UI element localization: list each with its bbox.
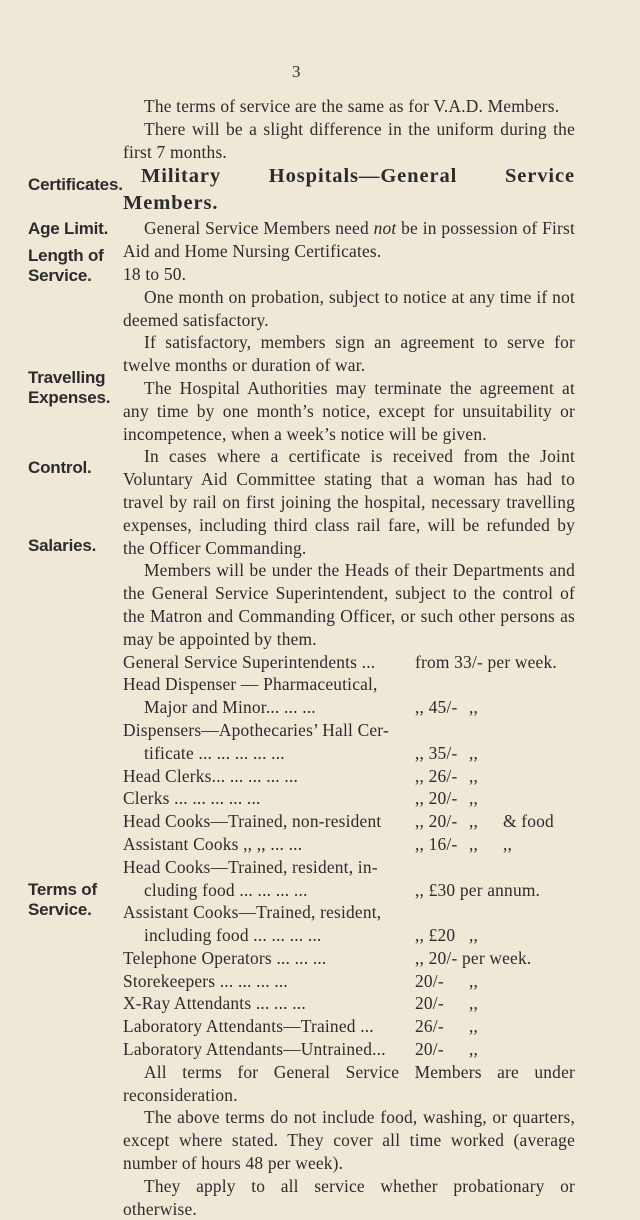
salary-amount: ,, 26/- bbox=[415, 765, 458, 786]
salary-amount: ,, 45/- bbox=[415, 697, 458, 718]
margin-head-length-of-service: Length of Service. bbox=[28, 246, 104, 285]
salary-amount: 20/- bbox=[415, 993, 444, 1014]
margin-head-control: Control. bbox=[28, 458, 92, 477]
salary-row bbox=[123, 856, 575, 879]
salary-row bbox=[123, 947, 575, 970]
salary-label: Clerks ... ... ... ... ... bbox=[123, 788, 261, 809]
salary-amount: 26/- bbox=[415, 1016, 444, 1037]
salary-unit: ,, bbox=[469, 833, 479, 854]
salary-unit: ,, bbox=[469, 970, 479, 991]
salary-amount: ,, 20/- per week. bbox=[415, 947, 532, 968]
salary-unit: ,, bbox=[469, 742, 479, 763]
salary-label: including food ... ... ... ... bbox=[144, 925, 322, 946]
salary-unit: ,, bbox=[469, 811, 479, 832]
salary-row bbox=[123, 651, 575, 674]
salary-unit: ,, bbox=[469, 993, 479, 1014]
intro-line-1: The terms of service are the same as for V.A.D. Members. bbox=[144, 96, 560, 116]
salary-amount: ,, £20 bbox=[415, 925, 456, 946]
age-limit-paragraph: 18 to 50. bbox=[123, 263, 187, 284]
salary-label: Laboratory Attendants—Trained ... bbox=[123, 1016, 374, 1037]
margin-head-travelling-expenses: Travelling Expenses. bbox=[28, 368, 111, 407]
salary-row bbox=[123, 719, 575, 742]
salary-unit: ,, bbox=[469, 765, 479, 786]
salary-label: Assistant Cooks—Trained, resident, bbox=[123, 902, 382, 923]
salary-label: Head Cooks—Trained, resident, in- bbox=[123, 856, 378, 877]
salary-amount: ,, 20/- bbox=[415, 811, 458, 832]
salary-amount: ,, 20/- bbox=[415, 788, 458, 809]
salaries-footnote: All terms for General Service Members are under reconsideration. bbox=[123, 1061, 575, 1105]
intro-line-2: There will be a slight difference in the uniform during the first 7 months. bbox=[123, 118, 575, 162]
main-text-column bbox=[123, 95, 575, 1220]
salary-row bbox=[123, 901, 575, 924]
salary-table bbox=[123, 651, 575, 1061]
salary-amount: ,, 35/- bbox=[415, 742, 458, 763]
salary-row bbox=[123, 765, 575, 788]
margin-head-salaries: Salaries. bbox=[28, 536, 97, 555]
salary-label: Major and Minor... ... ... bbox=[144, 697, 316, 718]
salary-label: Telephone Operators ... ... ... bbox=[123, 947, 327, 968]
salary-row bbox=[123, 673, 575, 696]
salary-amount: 20/- bbox=[415, 1039, 444, 1060]
salary-amount: from 33/- per week. bbox=[415, 651, 557, 672]
salary-unit: ,, bbox=[469, 697, 479, 718]
salary-row bbox=[123, 924, 575, 947]
terms-of-service-paragraph-1: The above terms do not include food, washing, or quarters, except where stated. They cover all time worked (average number of hours 48 per week). bbox=[123, 1107, 575, 1174]
salary-row bbox=[123, 1038, 575, 1061]
salary-row bbox=[123, 879, 575, 902]
salary-amount: ,, £30 per annum. bbox=[415, 879, 541, 900]
salary-unit: ,, bbox=[469, 1016, 479, 1037]
salary-amount: ,, 16/- bbox=[415, 833, 458, 854]
salary-row bbox=[123, 810, 575, 833]
control-paragraph: Members will be under the Heads of their Departments and the General Service Superintendent, subject to the control of the Matron and Commanding Officer, or such other persons as may be appointed by them. bbox=[123, 560, 575, 649]
salary-row bbox=[123, 742, 575, 765]
salary-row bbox=[123, 787, 575, 810]
salary-amount: 20/- bbox=[415, 970, 444, 991]
salary-row bbox=[123, 696, 575, 719]
salary-unit: ,, bbox=[469, 788, 479, 809]
salary-label: General Service Superintendents ... bbox=[123, 651, 376, 672]
travelling-expenses-paragraph: In cases where a certificate is received from the Joint Voluntary Aid Committee stating that a woman has had to travel by rail on first joining the hospital, necessary travelling expenses, including third class rail fare, will be refunded by the Officer Commanding. bbox=[123, 446, 575, 558]
salary-row bbox=[123, 970, 575, 993]
certificates-paragraph: General Service Members need not be in possession of First Aid and Home Nursing Certificates. bbox=[123, 218, 575, 262]
terms-of-service-paragraph-2: They apply to all service whether probationary or otherwise. bbox=[123, 1175, 575, 1219]
salary-label: Assistant Cooks ,, ,, ... ... bbox=[123, 833, 303, 854]
salary-note: & food bbox=[503, 811, 554, 832]
salary-label: tificate ... ... ... ... ... bbox=[144, 742, 285, 763]
salary-label: Laboratory Attendants—Untrained... bbox=[123, 1039, 386, 1060]
salary-row bbox=[123, 833, 575, 856]
emphasis-not: not bbox=[373, 218, 397, 239]
length-of-service-paragraph-2: If satisfactory, members sign an agreement to serve for twelve months or duration of war. bbox=[123, 332, 575, 376]
salary-unit: ,, bbox=[469, 925, 479, 946]
section-heading: Military Hospitals—General Service Members. bbox=[123, 165, 575, 215]
margin-head-terms-of-service: Terms of Service. bbox=[28, 880, 97, 919]
salary-label: Head Cooks—Trained, non-resident bbox=[123, 811, 382, 832]
salary-label: Storekeepers ... ... ... ... bbox=[123, 970, 288, 991]
salary-row bbox=[123, 1015, 575, 1038]
salary-label: Dispensers—Apothecaries’ Hall Cer- bbox=[123, 719, 389, 740]
salary-label: X-Ray Attendants ... ... ... bbox=[123, 993, 306, 1014]
salary-row bbox=[123, 992, 575, 1015]
salary-label: Head Dispenser — Pharmaceutical, bbox=[123, 674, 378, 695]
margin-head-age-limit: Age Limit. bbox=[28, 219, 109, 238]
salary-label: Head Clerks... ... ... ... ... bbox=[123, 765, 299, 786]
page-number: 3 bbox=[292, 62, 301, 81]
salary-unit: ,, bbox=[469, 1039, 479, 1060]
length-of-service-paragraph-3: The Hospital Authorities may terminate the agreement at any time by one month’s notice, except for unsuitability or incompetence, when a week’s notice will be given. bbox=[123, 377, 575, 444]
length-of-service-paragraph-1: One month on probation, subject to notice at any time if not deemed satisfactory. bbox=[123, 286, 575, 330]
salary-label: cluding food ... ... ... ... bbox=[144, 879, 308, 900]
salary-note: ,, bbox=[503, 833, 513, 854]
margin-head-certificates: Certificates. bbox=[28, 175, 123, 194]
